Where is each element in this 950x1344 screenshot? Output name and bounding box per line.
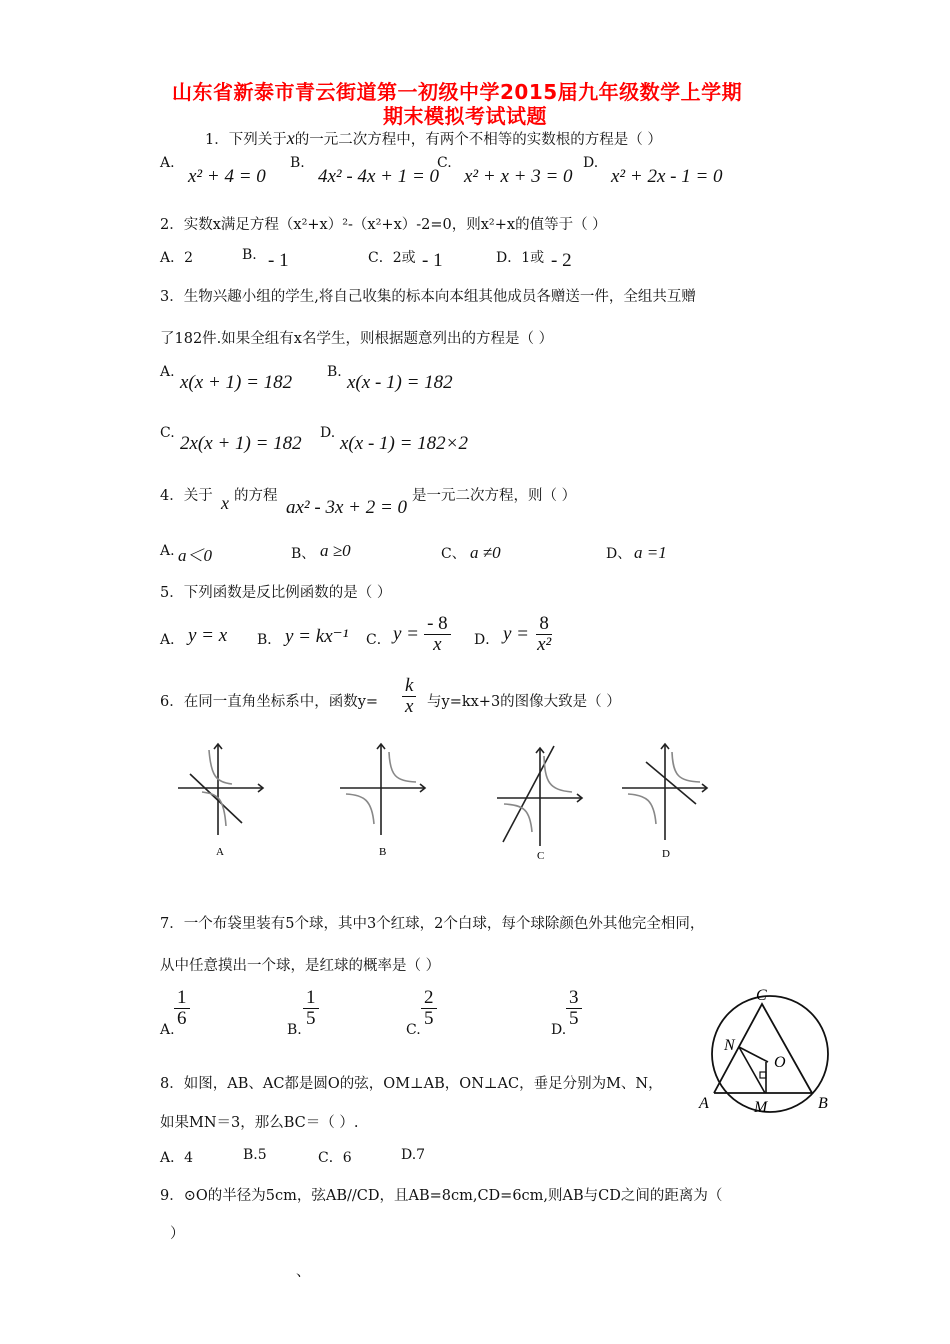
q7-option-d-numerator: 3: [566, 988, 582, 1009]
q5-option-d-denominator: x²: [537, 633, 552, 655]
q4-option-c-label: C、: [441, 546, 466, 562]
question-2: 2．实数x满足方程（x²+x）²-（x²+x）-2=0，则x²+x的值等于（ ）: [160, 217, 607, 233]
q2-option-d-expr: - 2: [551, 250, 572, 271]
question-6-pre: 6．在同一直角坐标系中，函数y=: [160, 694, 379, 710]
question-7-line-2: 从中任意摸出一个球，是红球的概率是（ ）: [160, 958, 441, 974]
q2-option-a: A．2: [160, 250, 194, 266]
q5-option-d-numerator: 8: [536, 614, 552, 635]
q4-option-b-label: B、: [291, 546, 316, 562]
q7-option-a-fraction: [174, 988, 190, 1029]
graph-b-hyperbola-right: [389, 752, 416, 782]
q5-option-d-label: D．: [474, 632, 500, 648]
q6-graph-b-label: B: [379, 846, 387, 858]
question-8-line-1: 8．如图，AB、AC都是圆O的弦，OM⊥AB，ON⊥AC，垂足分别为M、N，: [160, 1076, 663, 1092]
q7-option-b-denominator: 5: [306, 1007, 316, 1029]
graph-b-hyperbola-left: [346, 794, 374, 824]
question-4-post: 是一元二次方程，则（ ）: [412, 488, 577, 504]
graph-c-hyperbola-lower: [504, 804, 532, 832]
title-line-2: 期末模拟考试试题: [383, 104, 547, 128]
label-b: B: [818, 1095, 828, 1112]
q5-option-c-numerator: - 8: [424, 614, 451, 635]
question-7-line-1: 7．一个布袋里装有5个球，其中3个红球，2个白球，每个球除颜色外其他完全相同，: [160, 916, 705, 932]
label-a: A: [699, 1095, 709, 1112]
q2-option-d-label: D．1或: [496, 250, 545, 266]
question-4-expr: ax² - 3x + 2 = 0: [286, 497, 408, 518]
q7-option-c-denominator: 5: [424, 1007, 434, 1029]
q4-option-b-expr: a ≥0: [320, 541, 351, 560]
q8-figure: [690, 980, 840, 1120]
question-6-denominator: x: [405, 695, 414, 717]
graph-d-line: [646, 762, 696, 804]
q8-option-b: B.5: [243, 1147, 267, 1163]
q5-option-b-label: B．: [257, 632, 282, 648]
q3-option-c-label: C.: [160, 425, 175, 441]
q4-option-c-expr: a ≠0: [470, 543, 501, 562]
graph-d-hyperbola-left: [628, 794, 656, 824]
q1-option-d-label: D.: [583, 155, 599, 171]
question-3-line-2: 了182件.如果全组有x名学生，则根据题意列出的方程是（ ）: [160, 331, 554, 347]
q2-option-c-label: C．2或: [368, 250, 416, 266]
q1-option-d-expr: x² + 2x - 1 = 0: [611, 166, 723, 187]
q7-option-d-fraction: [566, 988, 582, 1029]
q5-option-a-label: A．: [160, 632, 185, 648]
question-5: 5．下列函数是反比例函数的是（ ）: [160, 585, 392, 601]
question-3-line-1: 3．生物兴趣小组的学生,将自己收集的标本向本组其他成员各赠送一件，全组共互赠: [160, 289, 696, 305]
q6-graph-d: [622, 744, 707, 840]
q5-option-c-expr: [393, 614, 451, 655]
q1-option-c-label: C.: [437, 155, 452, 171]
q1-option-b-label: B.: [290, 155, 305, 171]
q5-option-c-label: C．: [366, 632, 391, 648]
q4-option-d-expr: a =1: [634, 543, 667, 562]
q4-option-a-label: A.: [160, 543, 175, 559]
question-9-line-1: 9．⊙O的半径为5cm，弦AB//CD，且AB=8cm,CD=6cm,则AB与CD之间的距离为（: [160, 1188, 723, 1204]
q8-option-d: D.7: [401, 1147, 426, 1163]
question-6-numerator: k: [402, 676, 416, 697]
q5-option-b-expr: y = kx⁻¹: [285, 626, 349, 647]
q6-graph-a-label: A: [216, 846, 224, 858]
graph-a-hyperbola-upper: [209, 750, 232, 784]
q7-option-b-fraction: [303, 988, 319, 1029]
graph-d-hyperbola-right: [672, 752, 700, 782]
q7-option-c-numerator: 2: [421, 988, 437, 1009]
q3-option-b-expr: x(x - 1) = 182: [347, 372, 453, 393]
q7-option-d-label: D.: [551, 1022, 567, 1038]
question-1: [205, 128, 662, 149]
q6-graph-d-label: D: [662, 848, 670, 860]
q7-option-a-label: A.: [160, 1022, 175, 1038]
q5-option-c-fraction: [424, 614, 451, 655]
q7-option-c-fraction: [421, 988, 437, 1029]
question-4-pre: 4．关于: [160, 488, 213, 504]
right-angle-mark: [760, 1072, 766, 1078]
q6-graph-b: [340, 744, 425, 835]
q7-option-a-numerator: 1: [174, 988, 190, 1009]
q3-option-b-label: B.: [327, 364, 342, 380]
q8-option-a: A．4: [160, 1150, 194, 1166]
question-1-var: x: [286, 128, 295, 148]
label-o: O: [774, 1054, 786, 1071]
question-4-var: x: [221, 493, 229, 513]
q4-option-a-expr: a＜0: [178, 546, 212, 565]
q6-graph-c: [497, 746, 582, 846]
graph-c-hyperbola-upper: [544, 756, 572, 792]
q1-option-b-expr: 4x² - 4x + 1 = 0: [318, 166, 440, 187]
question-6-fraction: [402, 676, 416, 717]
q5-option-a-expr: y = x: [188, 625, 228, 646]
q6-graphs: [160, 738, 730, 870]
label-m: M: [754, 1099, 768, 1116]
q3-option-a-expr: x(x + 1) = 182: [180, 372, 293, 393]
question-1-pre: 1．下列关于: [205, 132, 287, 148]
q3-option-d-expr: x(x - 1) = 182×2: [340, 433, 468, 454]
q7-option-d-denominator: 5: [569, 1007, 579, 1029]
q8-option-c: C．6: [318, 1150, 352, 1166]
stray-mark: 、: [296, 1264, 311, 1280]
q7-option-a-denominator: 6: [177, 1007, 187, 1029]
title-line-1: 山东省新泰市青云街道第一初级中学2015届九年级数学上学期: [172, 80, 743, 104]
q7-option-c-label: C.: [406, 1022, 421, 1038]
q7-option-b-label: B.: [287, 1022, 302, 1038]
q5-option-d-lhs: y =: [503, 623, 530, 645]
q3-option-a-label: A.: [160, 364, 175, 380]
q2-option-c-expr: - 1: [422, 250, 443, 271]
q5-option-d-fraction: [534, 614, 554, 655]
q2-option-b-label: B.: [242, 247, 257, 263]
question-9-line-2: ）: [170, 1226, 185, 1242]
q4-option-d-label: D、: [606, 546, 632, 562]
q1-option-a-label: A.: [160, 155, 175, 171]
question-4-mid: 的方程: [234, 488, 278, 504]
circle-o: [712, 996, 828, 1112]
q7-option-b-numerator: 1: [303, 988, 319, 1009]
q3-option-d-label: D.: [320, 425, 336, 441]
graph-c-line: [503, 746, 554, 842]
graph-a-line: [190, 774, 242, 823]
q1-option-c-expr: x² + x + 3 = 0: [464, 166, 573, 187]
q5-option-c-denominator: x: [433, 633, 442, 655]
q2-option-b-expr: - 1: [268, 250, 289, 271]
q3-option-c-expr: 2x(x + 1) = 182: [180, 433, 302, 454]
q5-option-d-expr: [503, 614, 554, 655]
label-c: C: [756, 987, 767, 1004]
q5-option-c-lhs: y =: [393, 623, 420, 645]
question-8-line-2: 如果MN＝3，那么BC＝（ ）.: [160, 1115, 359, 1131]
label-n: N: [724, 1037, 735, 1054]
q6-graph-c-label: C: [537, 850, 545, 862]
q1-option-a-expr: x² + 4 = 0: [188, 166, 266, 187]
question-6-post: 与y=kx+3的图像大致是（ ）: [427, 694, 621, 710]
q6-graph-a: [178, 744, 263, 835]
question-1-post: 的一元二次方程中，有两个不相等的实数根的方程是（ ）: [294, 132, 662, 148]
